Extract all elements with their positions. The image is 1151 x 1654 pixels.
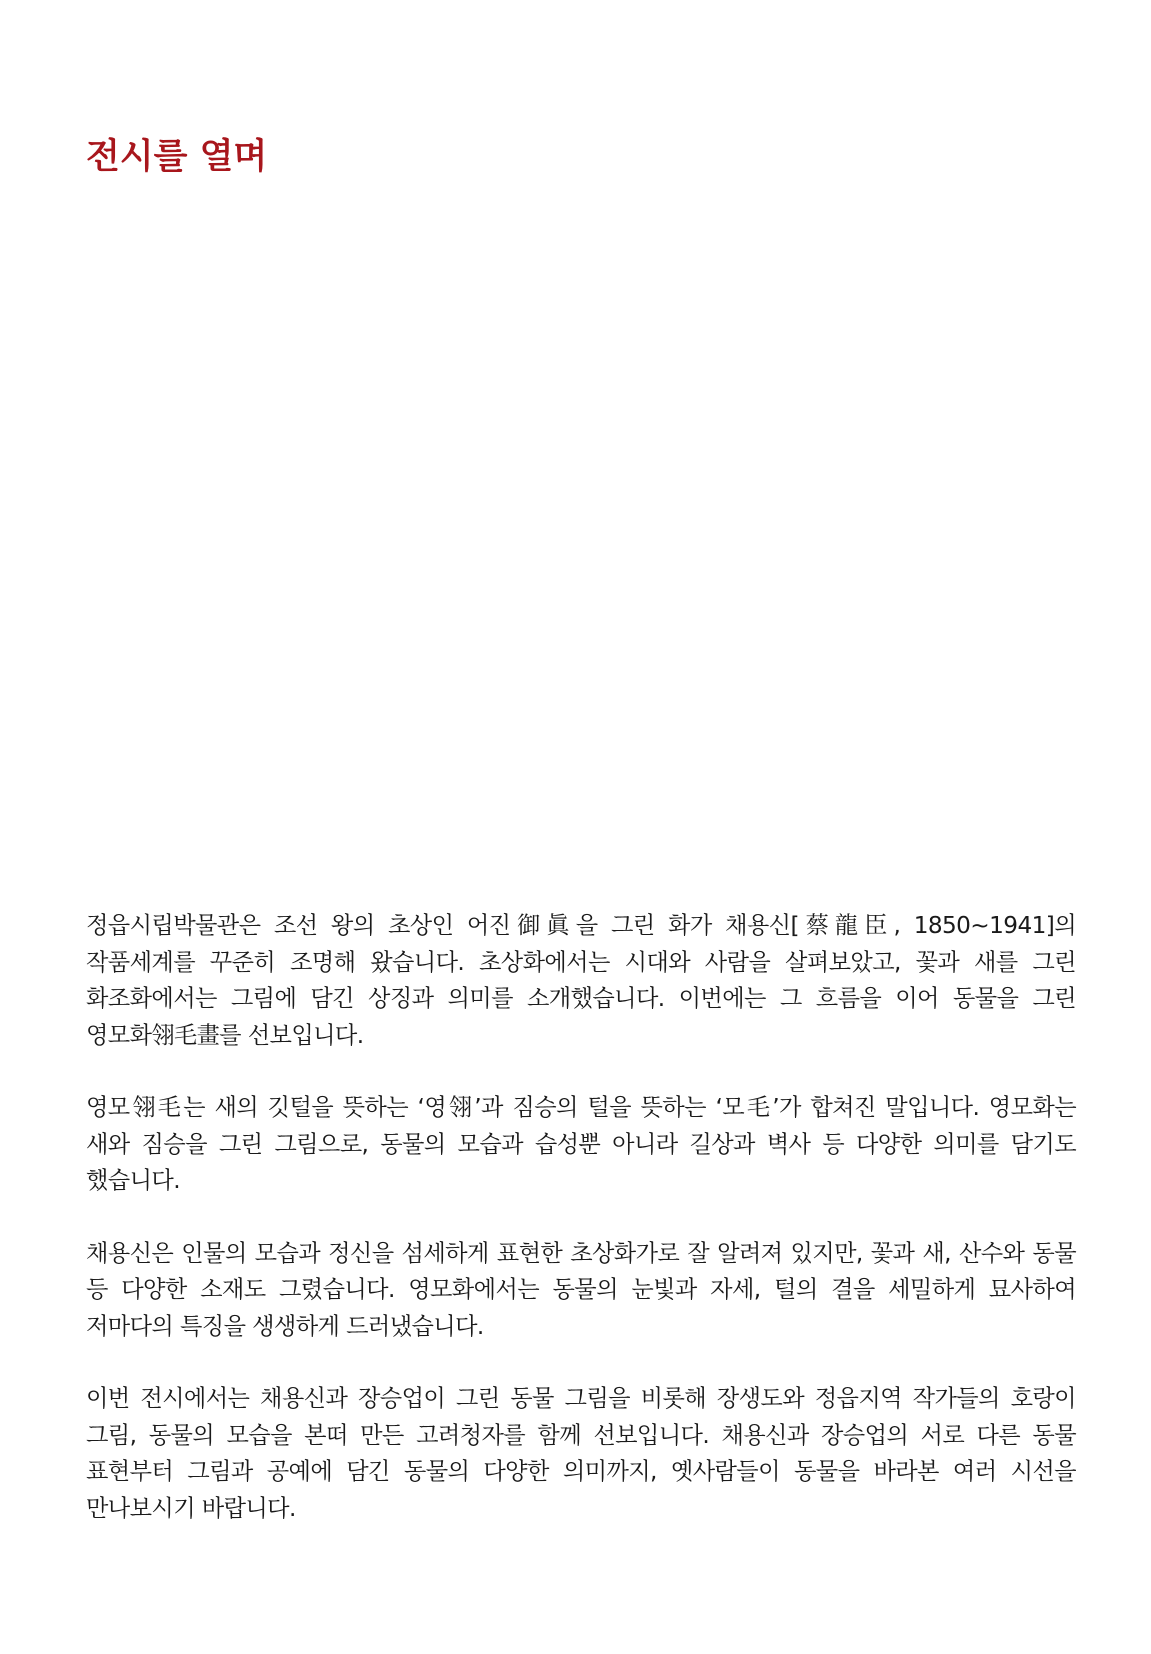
paragraph-intro: 정읍시립박물관은 조선 왕의 초상인 어진御眞을 그린 화가 채용신[蔡龍臣, 1850~1941]의 작품세계를 꾸준히 조명해 왔습니다. 초상화에서는 시대와 사람을 살펴보았고, 꽃과 새를 그린 화조화에서는 그림에 담긴 상징과 의미를 소개했습니다. 이번에는 그 흐름을 이어 동물을 그린 영모화翎毛畫를 선보입니다. xyxy=(86,912,1076,1049)
paragraph-exhibition: 이번 전시에서는 채용신과 장승업이 그린 동물 그림을 비롯해 장생도와 정읍지역 작가들의 호랑이 그림, 동물의 모습을 본떠 만든 고려청자를 함께 선보입니다. 채용신과 장승업의 서로 다른 동물 표현부터 그림과 공예에 담긴 동물의 다양한 의미까지, 옛사람들이 동물을 바라본 여러 시선을 만나보시기 바랍니다. xyxy=(86,1385,1076,1522)
page-title: 전시를 열며 xyxy=(86,137,268,177)
paragraph-chae-yongsin: 채용신은 인물의 모습과 정신을 섬세하게 표현한 초상화가로 잘 알려져 있지만, 꽃과 새, 산수와 동물 등 다양한 소재도 그렸습니다. 영모화에서는 동물의 눈빛과 자세, 털의 결을 세밀하게 묘사하여 저마다의 특징을 생생하게 드러냈습니다. xyxy=(86,1239,1076,1340)
intro-body xyxy=(86,908,1076,1563)
paragraph-yeongmo-definition: 영모翎毛는 새의 깃털을 뜻하는 ‘영翎’과 짐승의 털을 뜻하는 ‘모毛’가 합쳐진 말입니다. 영모화는 새와 짐승을 그린 그림으로, 동물의 모습과 습성뿐 아니라 길상과 벽사 등 다양한 의미를 담기도 했습니다. xyxy=(86,1094,1076,1194)
